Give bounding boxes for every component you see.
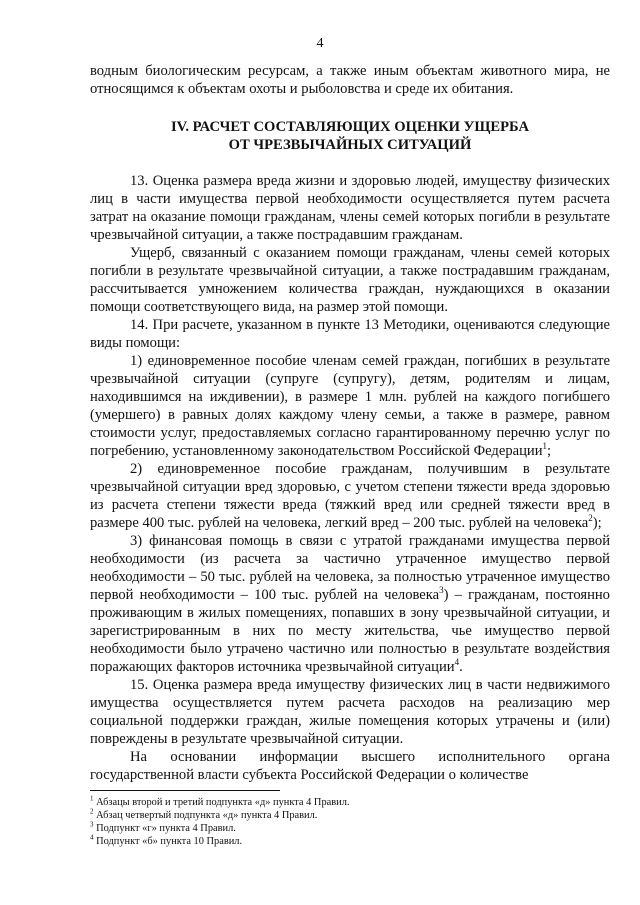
- footnote-number: 1: [90, 794, 94, 803]
- footnote-ref-3: 3: [439, 585, 444, 596]
- page-number: 4: [316, 36, 324, 51]
- list-item-3: [90, 532, 610, 676]
- list-item-3-text-b: ) – гражданам, постоянно проживающим в жилых помещениях, попавших в зону чрезвычайной ситуации, и зарегистрированным в них по месту жительства, чье имущество первой необходимости было утрачено частично или полностью в результате воздействия поражающих факторов источника чрезвычайной ситуации: [90, 587, 610, 675]
- footnote-text: Абзац четвертый подпункта «д» пункта 4 Правил.: [96, 810, 318, 821]
- footnote-text: Абзацы второй и третий подпункта «д» пункта 4 Правил.: [96, 797, 350, 808]
- list-item-1: [90, 352, 610, 460]
- footnote-2: [90, 809, 610, 822]
- document-body: [90, 62, 610, 784]
- footnote-text: Подпункт «б» пункта 10 Правил.: [96, 836, 243, 847]
- paragraph-15-basis: На основании информации высшего исполнительного органа государственной власти субъекта Российской Федерации о количестве: [90, 749, 610, 783]
- intro-paragraph: водным биологическим ресурсам, а также иным объектам животного мира, не относящимся к объектам охоты и рыболовства и среде их обитания.: [90, 63, 610, 97]
- footnotes: [90, 796, 610, 848]
- paragraph-14: 14. При расчете, указанном в пункте 13 Методики, оцениваются следующие виды помощи:: [90, 317, 610, 351]
- list-item-2-text: 2) единовременное пособие гражданам, получившим в результате чрезвычайной ситуации вред здоровью, с учетом степени тяжести вреда здоровью из расчета степени тяжести вреда (тяжкий вред или средней тяжести вред в размере 400 тыс. рублей на человека, легкий вред – 200 тыс. рублей на человека: [90, 461, 610, 531]
- list-item-3-end: .: [459, 659, 463, 675]
- footnote-divider: [90, 790, 280, 791]
- paragraph-15: 15. Оценка размера вреда имуществу физических лиц в части недвижимого имущества осуществляется путем расчета расходов на реализацию мер социальной поддержки граждан, жилые помещения которых утрачены и (или) повреждены в результате чрезвычайной ситуации.: [90, 677, 610, 747]
- footnote-ref-2: 2: [588, 513, 593, 524]
- footnote-4: [90, 835, 610, 848]
- footnote-ref-4: 4: [454, 657, 460, 668]
- footnote-text: Подпункт «г» пункта 4 Правил.: [96, 823, 236, 834]
- footnote-3: [90, 822, 610, 835]
- section-heading-line-1: IV. РАСЧЕТ СОСТАВЛЯЮЩИХ ОЦЕНКИ УЩЕРБА: [171, 119, 529, 135]
- list-item-3-text-a: 3) финансовая помощь в связи с утратой гражданами имущества первой необходимости (из расчета за частично утраченное имущество первой необходимости – 50 тыс. рублей на человека, за полностью утраченное имущество первой необходимости – 100 тыс. рублей на человека: [90, 533, 610, 603]
- section-heading-line-2: ОТ ЧРЕЗВЫЧАЙНЫХ СИТУАЦИЙ: [228, 137, 472, 153]
- footnote-number: 4: [90, 833, 94, 842]
- footnote-number: 3: [90, 820, 94, 829]
- list-item-1-text: 1) единовременное пособие членам семей граждан, погибших в результате чрезвычайной ситуации (супруге (супругу), детям, родителям и лицам, находившимся на иждивении), в размере 1 млн. рублей на каждого погибшего (умершего) в равных долях каждому члену семьи, а также в размере, равном стоимости услуг, предоставляемых согласно гарантированному перечню услуг по погребению, установленному законодательством Российской Федерации: [90, 353, 610, 459]
- paragraph-13: 13. Оценка размера вреда жизни и здоровью людей, имуществу физических лиц в части имущества первой необходимости осуществляется путем расчета затрат на оказание помощи гражданам, члены семей которых погибли в результате чрезвычайной ситуации, а также пострадавшим гражданам.: [90, 173, 610, 243]
- paragraph-13-damage: Ущерб, связанный с оказанием помощи гражданам, члены семей которых погибли в результате чрезвычайной ситуации, а также пострадавшим гражданам, рассчитывается умножением количества граждан, нуждающихся в оказании помощи соответствующего вида, на размер этой помощи.: [90, 245, 610, 315]
- list-item-1-end: ;: [547, 443, 552, 459]
- list-item-2: [90, 460, 610, 532]
- footnote-number: 2: [90, 807, 94, 816]
- section-heading: [90, 118, 610, 154]
- list-item-2-end: );: [592, 515, 602, 531]
- footnote-ref-1: 1: [542, 441, 548, 452]
- footnote-1: [90, 796, 610, 809]
